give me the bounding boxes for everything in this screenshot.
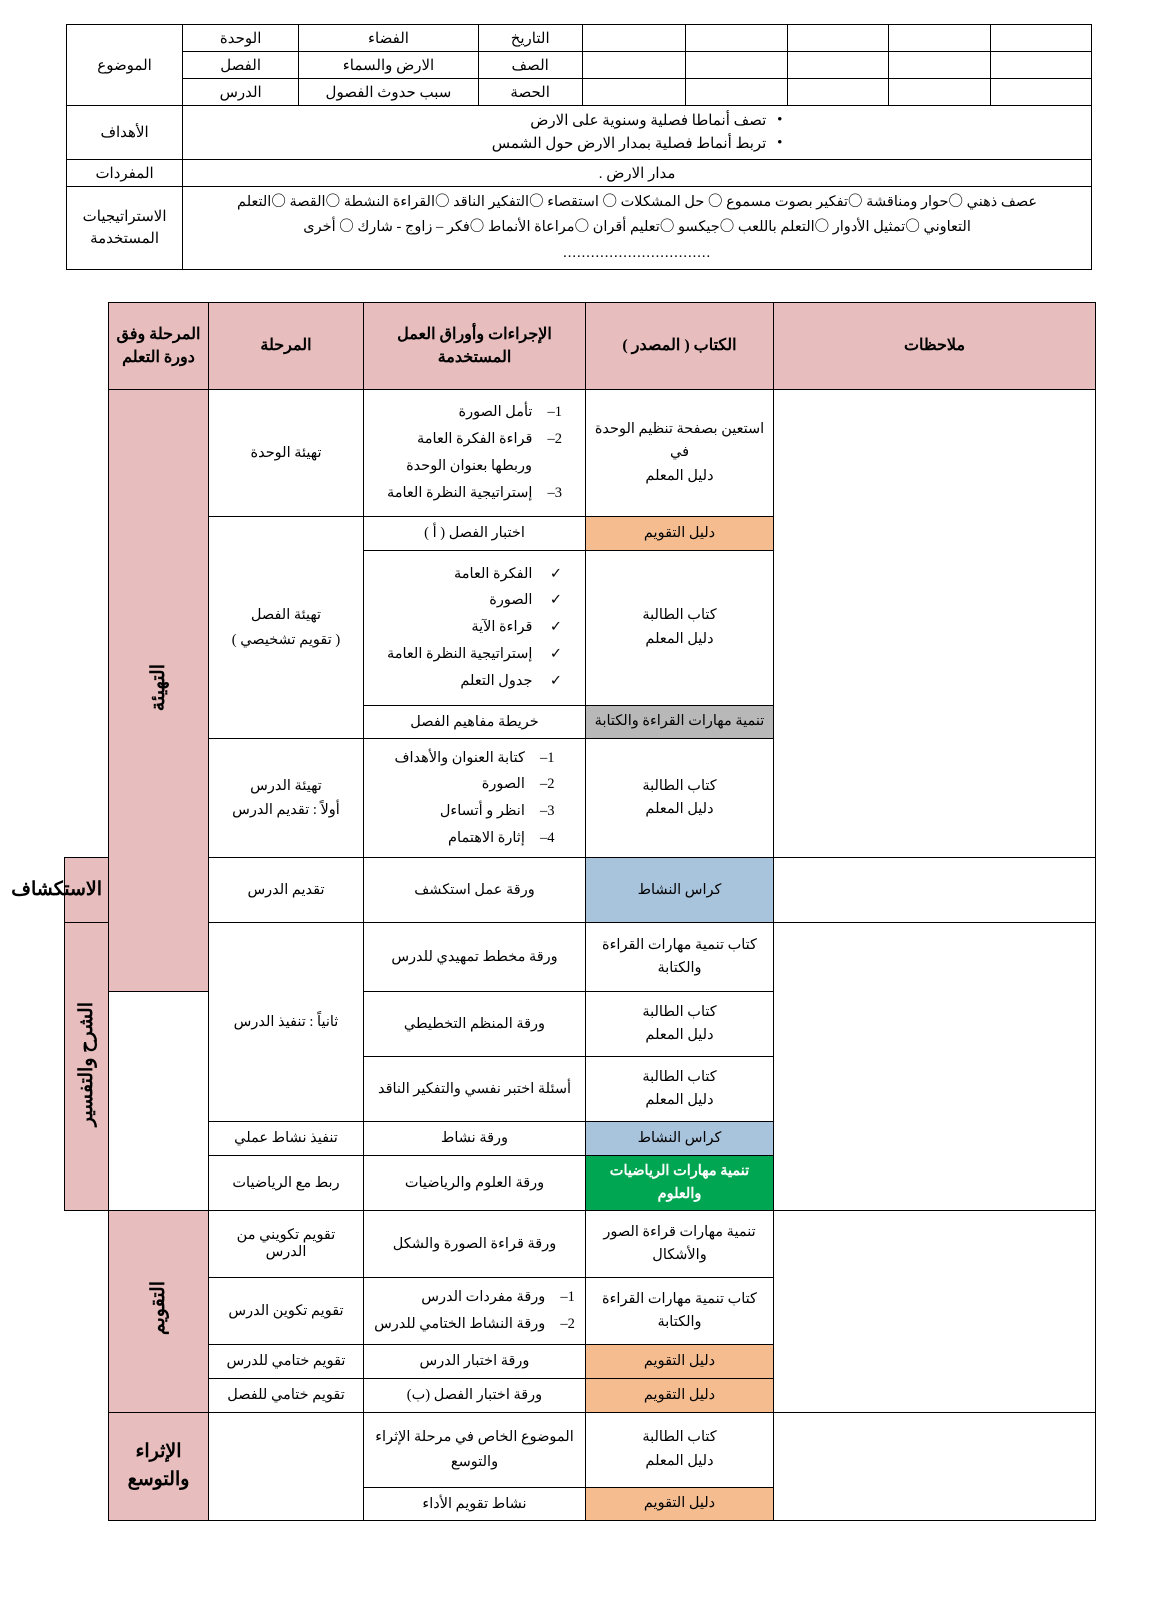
procedure-item: 2– الصورة xyxy=(481,776,555,793)
cycle-cell-evaluation xyxy=(109,1211,209,1412)
strategies-cell xyxy=(183,187,1092,270)
procedure-item: 1– كتابة العنوان والأهداف xyxy=(394,749,555,766)
notes-cell xyxy=(774,390,1096,858)
source-cell-tag: كراس النشاط xyxy=(586,858,774,923)
procedure-label: جدول التعلم xyxy=(460,672,533,689)
procedures-cell: أسئلة اختبر نفسي والتفكير الناقد xyxy=(364,1057,586,1122)
col-header-stage: المرحلة xyxy=(209,303,364,390)
lesson-label: الدرس xyxy=(183,79,299,106)
stage-cell: تهيئة الوحدة xyxy=(209,390,364,517)
main-table-container xyxy=(11,302,1096,1521)
strategies-dots: ................................ xyxy=(563,244,712,261)
stage-cell xyxy=(209,1412,364,1521)
source-line: كتاب الطالبة xyxy=(642,1004,717,1021)
stage-cell: تقويم تكوين الدرس xyxy=(209,1278,364,1345)
procedure-item: 3– إستراتيجية النظرة العامة xyxy=(386,484,563,501)
procedure-list xyxy=(387,399,562,506)
blank-cell xyxy=(686,79,787,106)
procedures-cell: اختبار الفصل ( أ ) xyxy=(364,517,586,551)
strategies-line-1: عصف ذهني 〇حوار ومناقشة 〇تفكير بصوت مسموع 〇 حل المشكلات 〇 استقصاء 〇التفكير الناقد 〇القراءة النشطة 〇القصة 〇التعلم xyxy=(237,194,1038,210)
source-line: كتاب تنمية مهارات القراءة والكتابة xyxy=(602,937,757,977)
procedures-cell: ورقة المنظم التخطيطي xyxy=(364,992,586,1057)
stage-cell: تهيئة الفصل ( تقويم تشخيصي ) xyxy=(209,517,364,739)
procedures-cell: نشاط تقويم الأداء xyxy=(364,1487,586,1521)
cycle-label: الشرح والتفسير xyxy=(75,1001,97,1126)
strategies-label-line-1: الاستراتيجيات xyxy=(82,208,167,225)
date-label: التاريخ xyxy=(478,25,582,52)
source-cell-tag: تنمية مهارات الرياضيات والعلوم xyxy=(586,1155,774,1210)
col-header-procedures: الإجراءات وأوراق العمل المستخدمة xyxy=(364,303,586,390)
procedure-item: ✓ الصورة xyxy=(489,592,563,609)
grade-value xyxy=(582,52,686,79)
objectives-list xyxy=(492,110,783,155)
objectives-cell xyxy=(183,106,1092,160)
procedures-cell xyxy=(364,390,586,517)
chapter-value: الارض والسماء xyxy=(299,52,479,79)
objective-item: • تربط أنماط فصلية بمدار الارض حول الشمس xyxy=(492,133,783,156)
table-row xyxy=(65,390,1096,517)
procedure-label: الصورة xyxy=(489,592,533,609)
header-table-container xyxy=(66,24,1092,270)
learning-cycle-table xyxy=(11,302,1096,1521)
procedure-item: ✓ الفكرة العامة xyxy=(454,565,563,582)
cycle-cell-exploration: الاستكشاف xyxy=(65,858,109,923)
blank-cell xyxy=(889,25,990,52)
procedure-label: إستراتيجية النظرة العامة xyxy=(386,646,533,663)
cycle-label: التهيئة xyxy=(147,664,169,712)
source-line: كتاب تنمية مهارات القراءة والكتابة xyxy=(602,1291,757,1331)
procedures-cell: ورقة قراءة الصورة والشكل xyxy=(364,1211,586,1278)
blank-cell xyxy=(889,79,990,106)
header-table xyxy=(66,24,1092,270)
source-cell xyxy=(586,1412,774,1487)
stage-cell: تنفيذ نشاط عملي xyxy=(209,1122,364,1156)
procedures-cell: ورقة اختبار الدرس xyxy=(364,1345,586,1379)
source-line: دليل المعلم xyxy=(645,1027,714,1044)
table-row xyxy=(65,858,1096,923)
source-cell-tag: تنمية مهارات القراءة والكتابة xyxy=(586,705,774,739)
lesson-value: سبب حدوث الفصول xyxy=(299,79,479,106)
notes-cell xyxy=(774,1211,1096,1412)
period-value xyxy=(582,79,686,106)
blank-cell xyxy=(990,79,1091,106)
header-row-strategies xyxy=(67,187,1092,270)
stage-cell: ثانياً : تنفيذ الدرس xyxy=(209,923,364,1122)
procedure-label: قراءة الآية xyxy=(471,619,533,636)
procedures-cell: الموضوع الخاص في مرحلة الإثراء والتوسع xyxy=(364,1412,586,1487)
objectives-label: الأهداف xyxy=(67,106,183,160)
procedure-item: 1– ورقة مفردات الدرس xyxy=(421,1289,575,1306)
blank-cell xyxy=(889,52,990,79)
period-label: الحصة xyxy=(478,79,582,106)
table-body xyxy=(11,390,1096,1521)
header-row-lesson xyxy=(67,79,1092,106)
table-header-row xyxy=(65,303,1096,390)
source-cell xyxy=(586,923,774,992)
source-line: كتاب الطالبة xyxy=(642,1429,717,1446)
procedures-cell: خريطة مفاهيم الفصل xyxy=(364,705,586,739)
subject-label: الموضوع xyxy=(67,25,183,106)
source-cell xyxy=(586,992,774,1057)
procedure-item: 1– تأمل الصورة xyxy=(458,404,563,421)
notes-cell xyxy=(774,1412,1096,1521)
blank-cell xyxy=(990,52,1091,79)
blank-cell xyxy=(787,79,888,106)
procedure-item: ✓ قراءة الآية xyxy=(471,619,563,636)
stage-cell: تقويم تكويني من الدرس xyxy=(209,1211,364,1278)
blank-cell xyxy=(686,25,787,52)
unit-value: الفضاء xyxy=(299,25,479,52)
procedures-cell: ورقة مخطط تمهيدي للدرس xyxy=(364,923,586,992)
source-line: دليل المعلم xyxy=(645,630,714,647)
blank-cell xyxy=(787,52,888,79)
source-cell-tag: دليل التقويم xyxy=(586,517,774,551)
header-row-unit xyxy=(67,25,1092,52)
notes-cell xyxy=(774,923,1096,1211)
procedure-item: ✓ إستراتيجية النظرة العامة xyxy=(386,646,563,663)
procedure-item: 4– إثارة الاهتمام xyxy=(448,830,555,847)
stage-cell: تهيئة الدرس أولاً : تقديم الدرس xyxy=(209,739,364,858)
procedures-cell xyxy=(364,739,586,858)
strategies-line-2: التعاوني 〇تمثيل الأدوار 〇التعلم باللعب 〇جيكسو 〇تعليم أقران 〇مراعاة الأنماط 〇فكر – زاوج - شارك 〇 أخرى xyxy=(303,219,971,236)
chapter-label: الفصل xyxy=(183,52,299,79)
cycle-cell-preparation xyxy=(109,390,209,992)
notes-cell xyxy=(774,858,1096,923)
procedure-item: 2– ورقة النشاط الختامي للدرس xyxy=(374,1316,575,1333)
procedures-cell: ورقة اختبار الفصل (ب) xyxy=(364,1378,586,1412)
stage-cell: تقويم ختامي للفصل xyxy=(209,1378,364,1412)
cycle-cell-enrichment: الإثراء والتوسع xyxy=(109,1412,209,1521)
procedure-label: الفكرة العامة xyxy=(454,565,533,582)
source-cell-tag: دليل التقويم xyxy=(586,1487,774,1521)
source-cell-tag: دليل التقويم xyxy=(586,1378,774,1412)
source-cell xyxy=(586,1057,774,1122)
vocab-label: المفردات xyxy=(67,160,183,187)
procedures-cell xyxy=(364,550,586,705)
procedure-list xyxy=(374,1284,575,1338)
source-cell-tag: كراس النشاط xyxy=(586,1122,774,1156)
unit-label: الوحدة xyxy=(183,25,299,52)
source-cell xyxy=(586,1278,774,1345)
header-row-chapter xyxy=(67,52,1092,79)
stage-cell: تقديم الدرس xyxy=(209,858,364,923)
strategies-label xyxy=(67,187,183,270)
cycle-label: التقويم xyxy=(147,1281,169,1336)
blank-cell xyxy=(990,25,1091,52)
col-header-source: الكتاب ( المصدر ) xyxy=(586,303,774,390)
procedures-cell xyxy=(364,1278,586,1345)
source-line: دليل المعلم xyxy=(645,467,714,484)
stage-cell: ربط مع الرياضيات xyxy=(209,1155,364,1210)
header-row-vocab xyxy=(67,160,1092,187)
blank-cell xyxy=(787,25,888,52)
source-cell xyxy=(586,1211,774,1278)
cycle-cell-explanation xyxy=(65,923,109,1211)
procedures-cell: ورقة عمل استكشف xyxy=(364,858,586,923)
grade-label: الصف xyxy=(478,52,582,79)
source-line: دليل المعلم xyxy=(645,801,714,818)
strategies-label-line-2: المستخدمة xyxy=(90,231,160,248)
source-line: كتاب الطالبة xyxy=(642,778,717,795)
source-line: استعين بصفحة تنظيم الوحدة في xyxy=(594,421,765,461)
source-line: دليل المعلم xyxy=(645,1092,714,1109)
source-line: كتاب الطالبة xyxy=(642,607,717,624)
procedure-list xyxy=(395,745,555,852)
source-cell xyxy=(586,739,774,858)
procedures-cell: ورقة العلوم والرياضيات xyxy=(364,1155,586,1210)
table-head xyxy=(65,303,1096,390)
col-header-cycle: المرحلة وفق دورة التعلم xyxy=(109,303,209,390)
table-row xyxy=(65,1412,1096,1487)
source-cell-tag: دليل التقويم xyxy=(586,1345,774,1379)
procedures-cell: ورقة نشاط xyxy=(364,1122,586,1156)
table-row xyxy=(65,923,1096,992)
objective-item: • تصف أنماطا فصلية وسنوية على الارض xyxy=(492,110,783,133)
source-line: تنمية مهارات قراءة الصور والأشكال xyxy=(603,1224,756,1264)
source-cell xyxy=(586,550,774,705)
vocab-value: مدار الارض . xyxy=(183,160,1092,187)
procedure-item: 2– قراءة الفكرة العامة وربطها بعنوان الوحدة xyxy=(406,431,563,474)
source-line: كتاب الطالبة xyxy=(642,1069,717,1086)
date-value xyxy=(582,25,686,52)
col-header-notes: ملاحظات xyxy=(774,303,1096,390)
source-line: دليل المعلم xyxy=(645,1452,714,1469)
header-row-objectives xyxy=(67,106,1092,160)
blank-cell xyxy=(686,52,787,79)
procedure-item: ✓ جدول التعلم xyxy=(460,672,563,689)
stage-cell: تقويم ختامي للدرس xyxy=(209,1345,364,1379)
source-cell xyxy=(586,390,774,517)
table-row xyxy=(65,1211,1096,1278)
procedure-item: 3– انظر و أتساءل xyxy=(439,803,555,820)
procedure-list xyxy=(387,561,562,695)
